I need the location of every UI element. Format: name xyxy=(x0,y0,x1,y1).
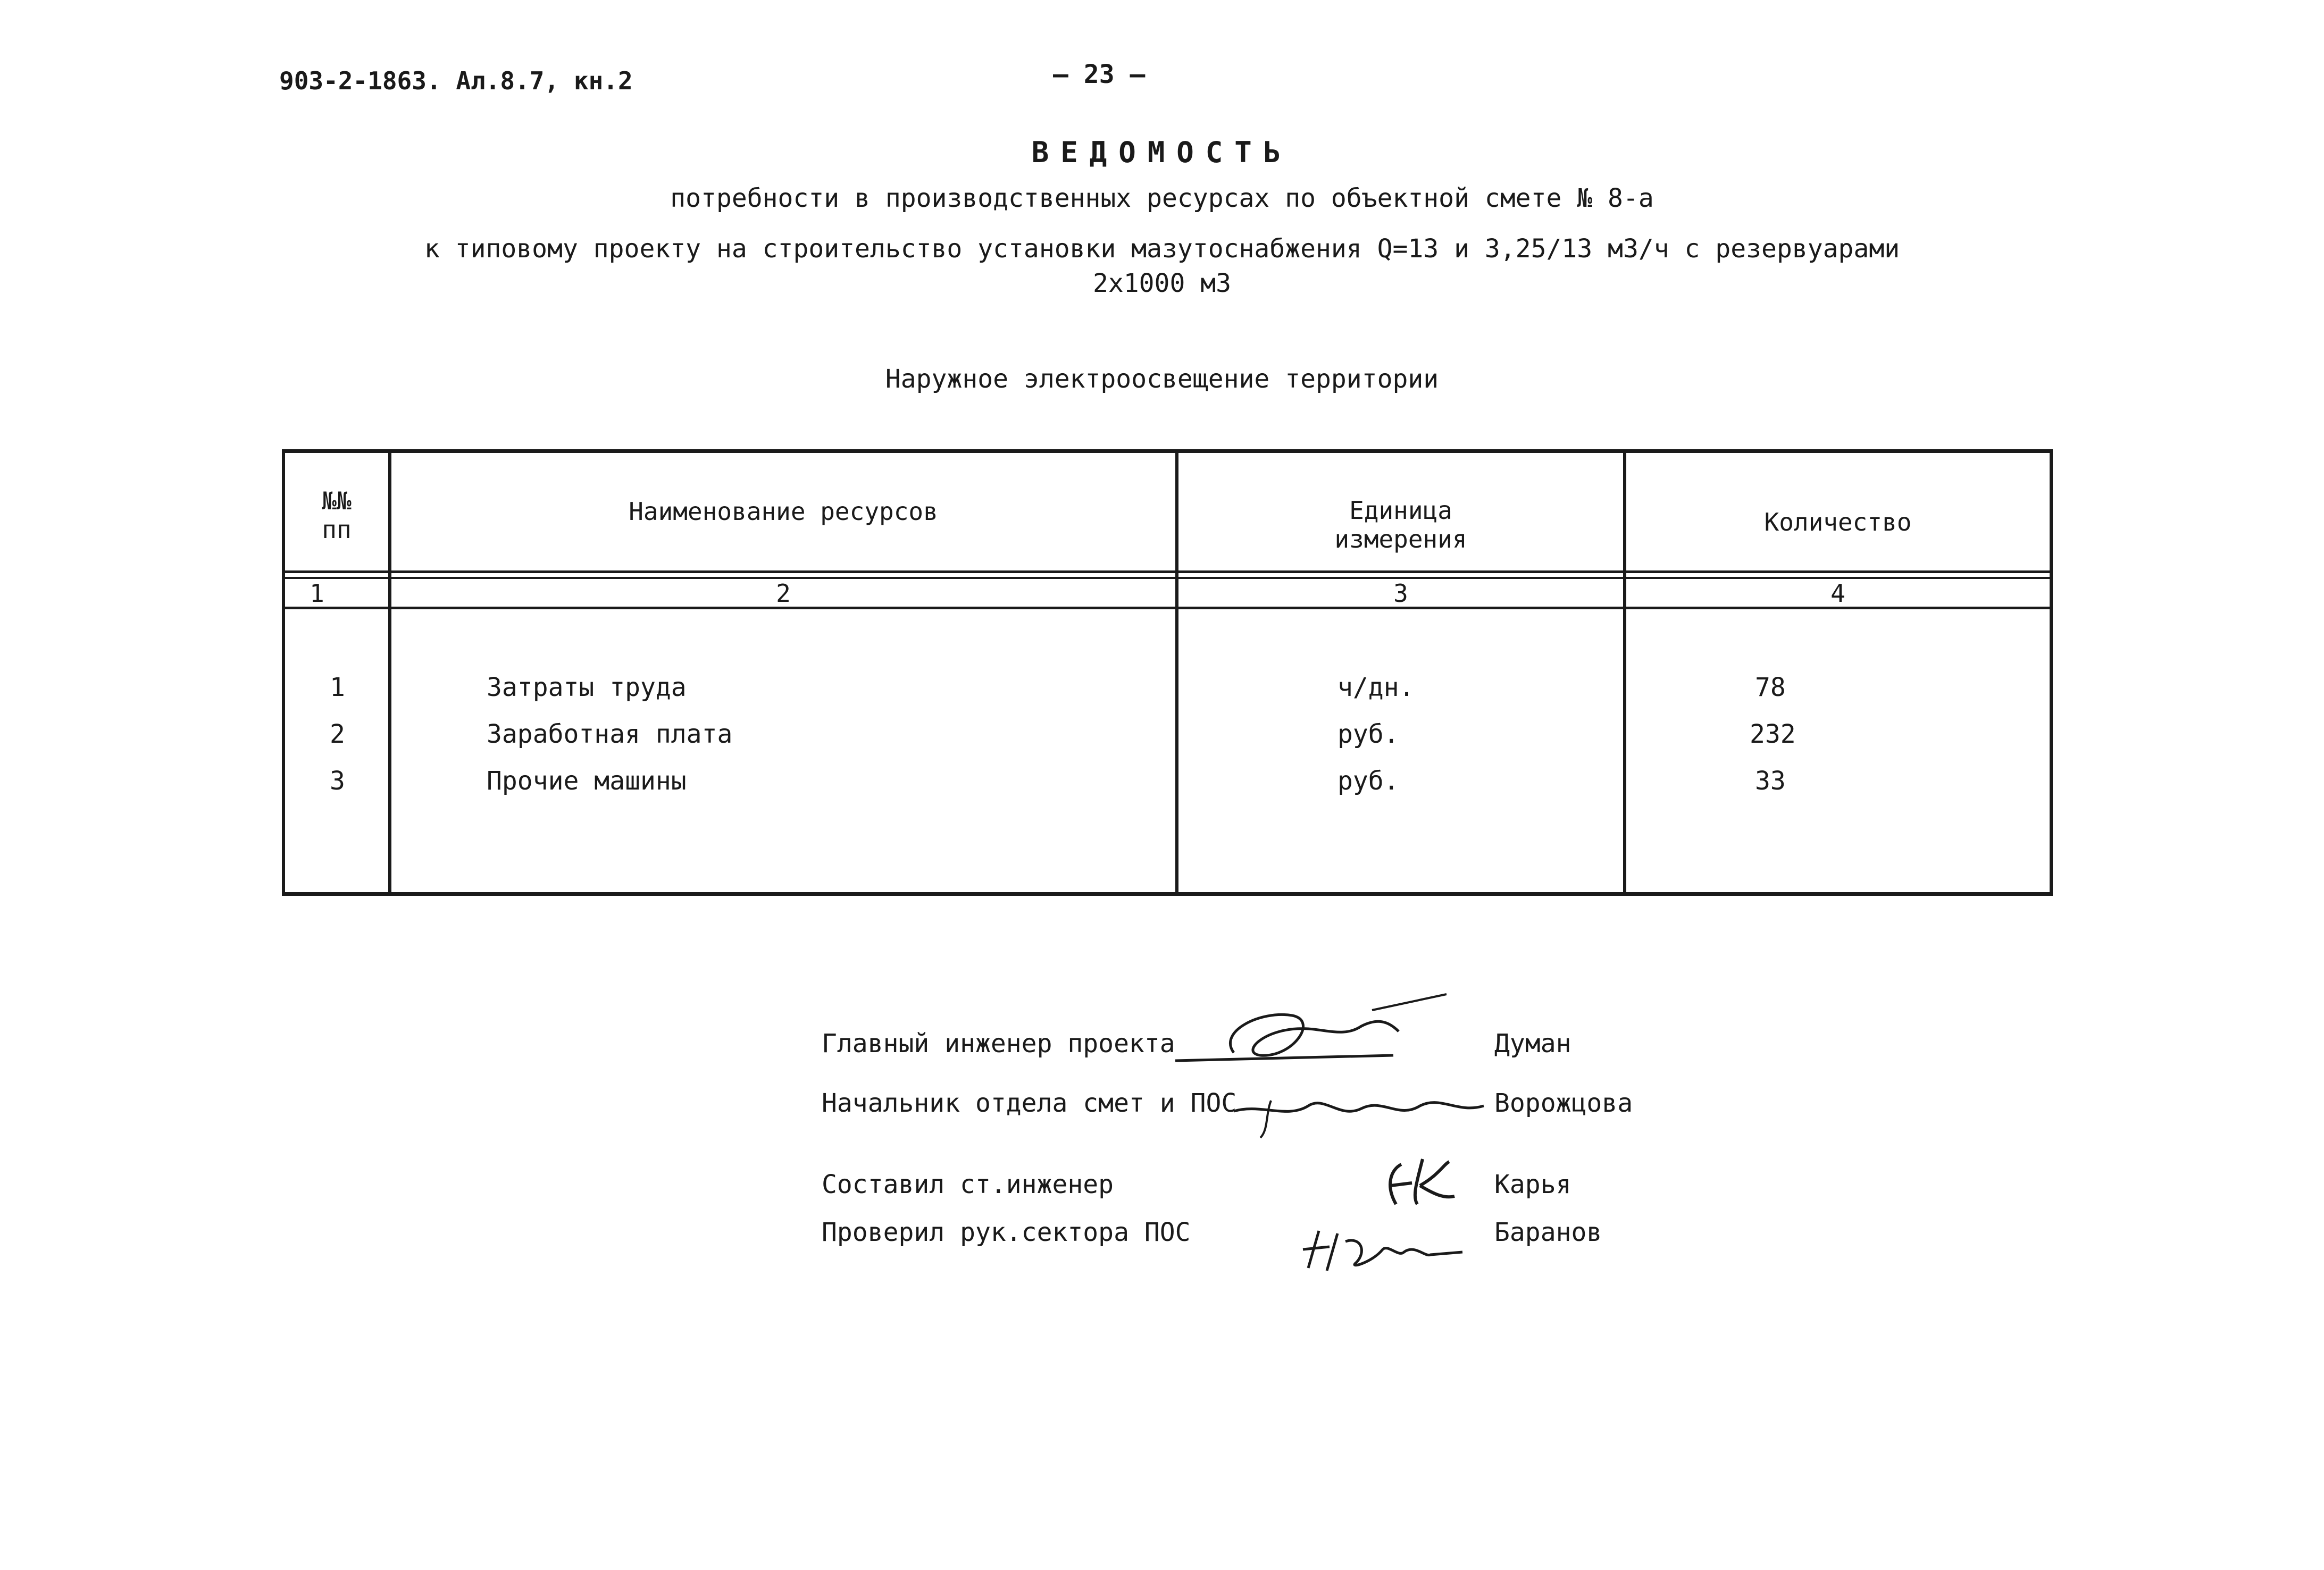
header-col-unit xyxy=(1178,496,1623,553)
table-right-border xyxy=(2050,449,2053,896)
signature-scribble-department-head xyxy=(1228,1082,1489,1140)
colnum-4: 4 xyxy=(1830,579,1845,608)
signature-role: Проверил рук.сектора ПОС xyxy=(822,1218,1191,1247)
header-divider xyxy=(282,570,2053,573)
resource-table xyxy=(282,449,2053,896)
page-number: — 23 — xyxy=(1053,60,1146,89)
header-col-num xyxy=(285,486,388,544)
signature-scribble-reviewer xyxy=(1298,1220,1468,1279)
signature-role: Начальник отдела смет и ПОС xyxy=(822,1088,1237,1118)
row-qty: 232 xyxy=(1750,719,1796,749)
document-code: 903-2-1863. Ал.8.7, кн.2 xyxy=(279,66,633,95)
row-unit: руб. xyxy=(1337,766,1399,796)
signature-role: Составил ст.инженер xyxy=(822,1170,1114,1199)
signature-name: Ворожцова xyxy=(1494,1088,1633,1118)
row-name: Заработная плата xyxy=(487,719,733,749)
header-col-name: Наименование ресурсов xyxy=(629,497,938,526)
row-qty: 78 xyxy=(1755,673,1786,702)
signature-name: Думан xyxy=(1494,1029,1571,1059)
colnum-3: 3 xyxy=(1393,579,1408,608)
header-col-unit-line2: измерения xyxy=(1334,525,1467,553)
row-num: 3 xyxy=(330,766,345,796)
row-unit: руб. xyxy=(1337,719,1399,749)
header-col-num-line1: №№ xyxy=(322,486,352,515)
row-unit: ч/дн. xyxy=(1337,673,1415,702)
signature-scribble-compiler xyxy=(1375,1154,1460,1212)
row-qty: 33 xyxy=(1755,766,1786,796)
subtitle-line-2: к типовому проекту на строительство установки мазутоснабжения Q=13 и 3,25/13 м3/ч с резервуарами xyxy=(424,234,1900,264)
subtitle-line-3: 2х1000 м3 xyxy=(1092,268,1232,298)
document-title: ВЕДОМОСТЬ xyxy=(1031,136,1293,169)
header-col-unit-line1: Единица xyxy=(1349,496,1452,525)
signature-name: Баранов xyxy=(1494,1218,1602,1247)
section-title: Наружное электроосвещение территории xyxy=(885,364,1439,394)
row-name: Затраты труда xyxy=(487,673,687,702)
table-top-border xyxy=(282,449,2053,453)
row-name: Прочие машины xyxy=(487,766,687,796)
subtitle-line-1: потребности в производственных ресурсах по объектной смете № 8-а xyxy=(670,183,1654,213)
row-num: 2 xyxy=(330,719,345,749)
colnum-2: 2 xyxy=(776,579,791,608)
header-col-num-line2: пп xyxy=(322,515,352,544)
row-num: 1 xyxy=(330,673,345,702)
signature-role: Главный инженер проекта xyxy=(822,1029,1175,1059)
signature-name: Карья xyxy=(1494,1170,1571,1199)
colnum-1: 1 xyxy=(310,579,324,608)
header-col-qty: Количество xyxy=(1764,508,1912,536)
signature-scribble-chief-engineer xyxy=(1170,989,1457,1074)
table-bottom-border xyxy=(282,892,2053,896)
